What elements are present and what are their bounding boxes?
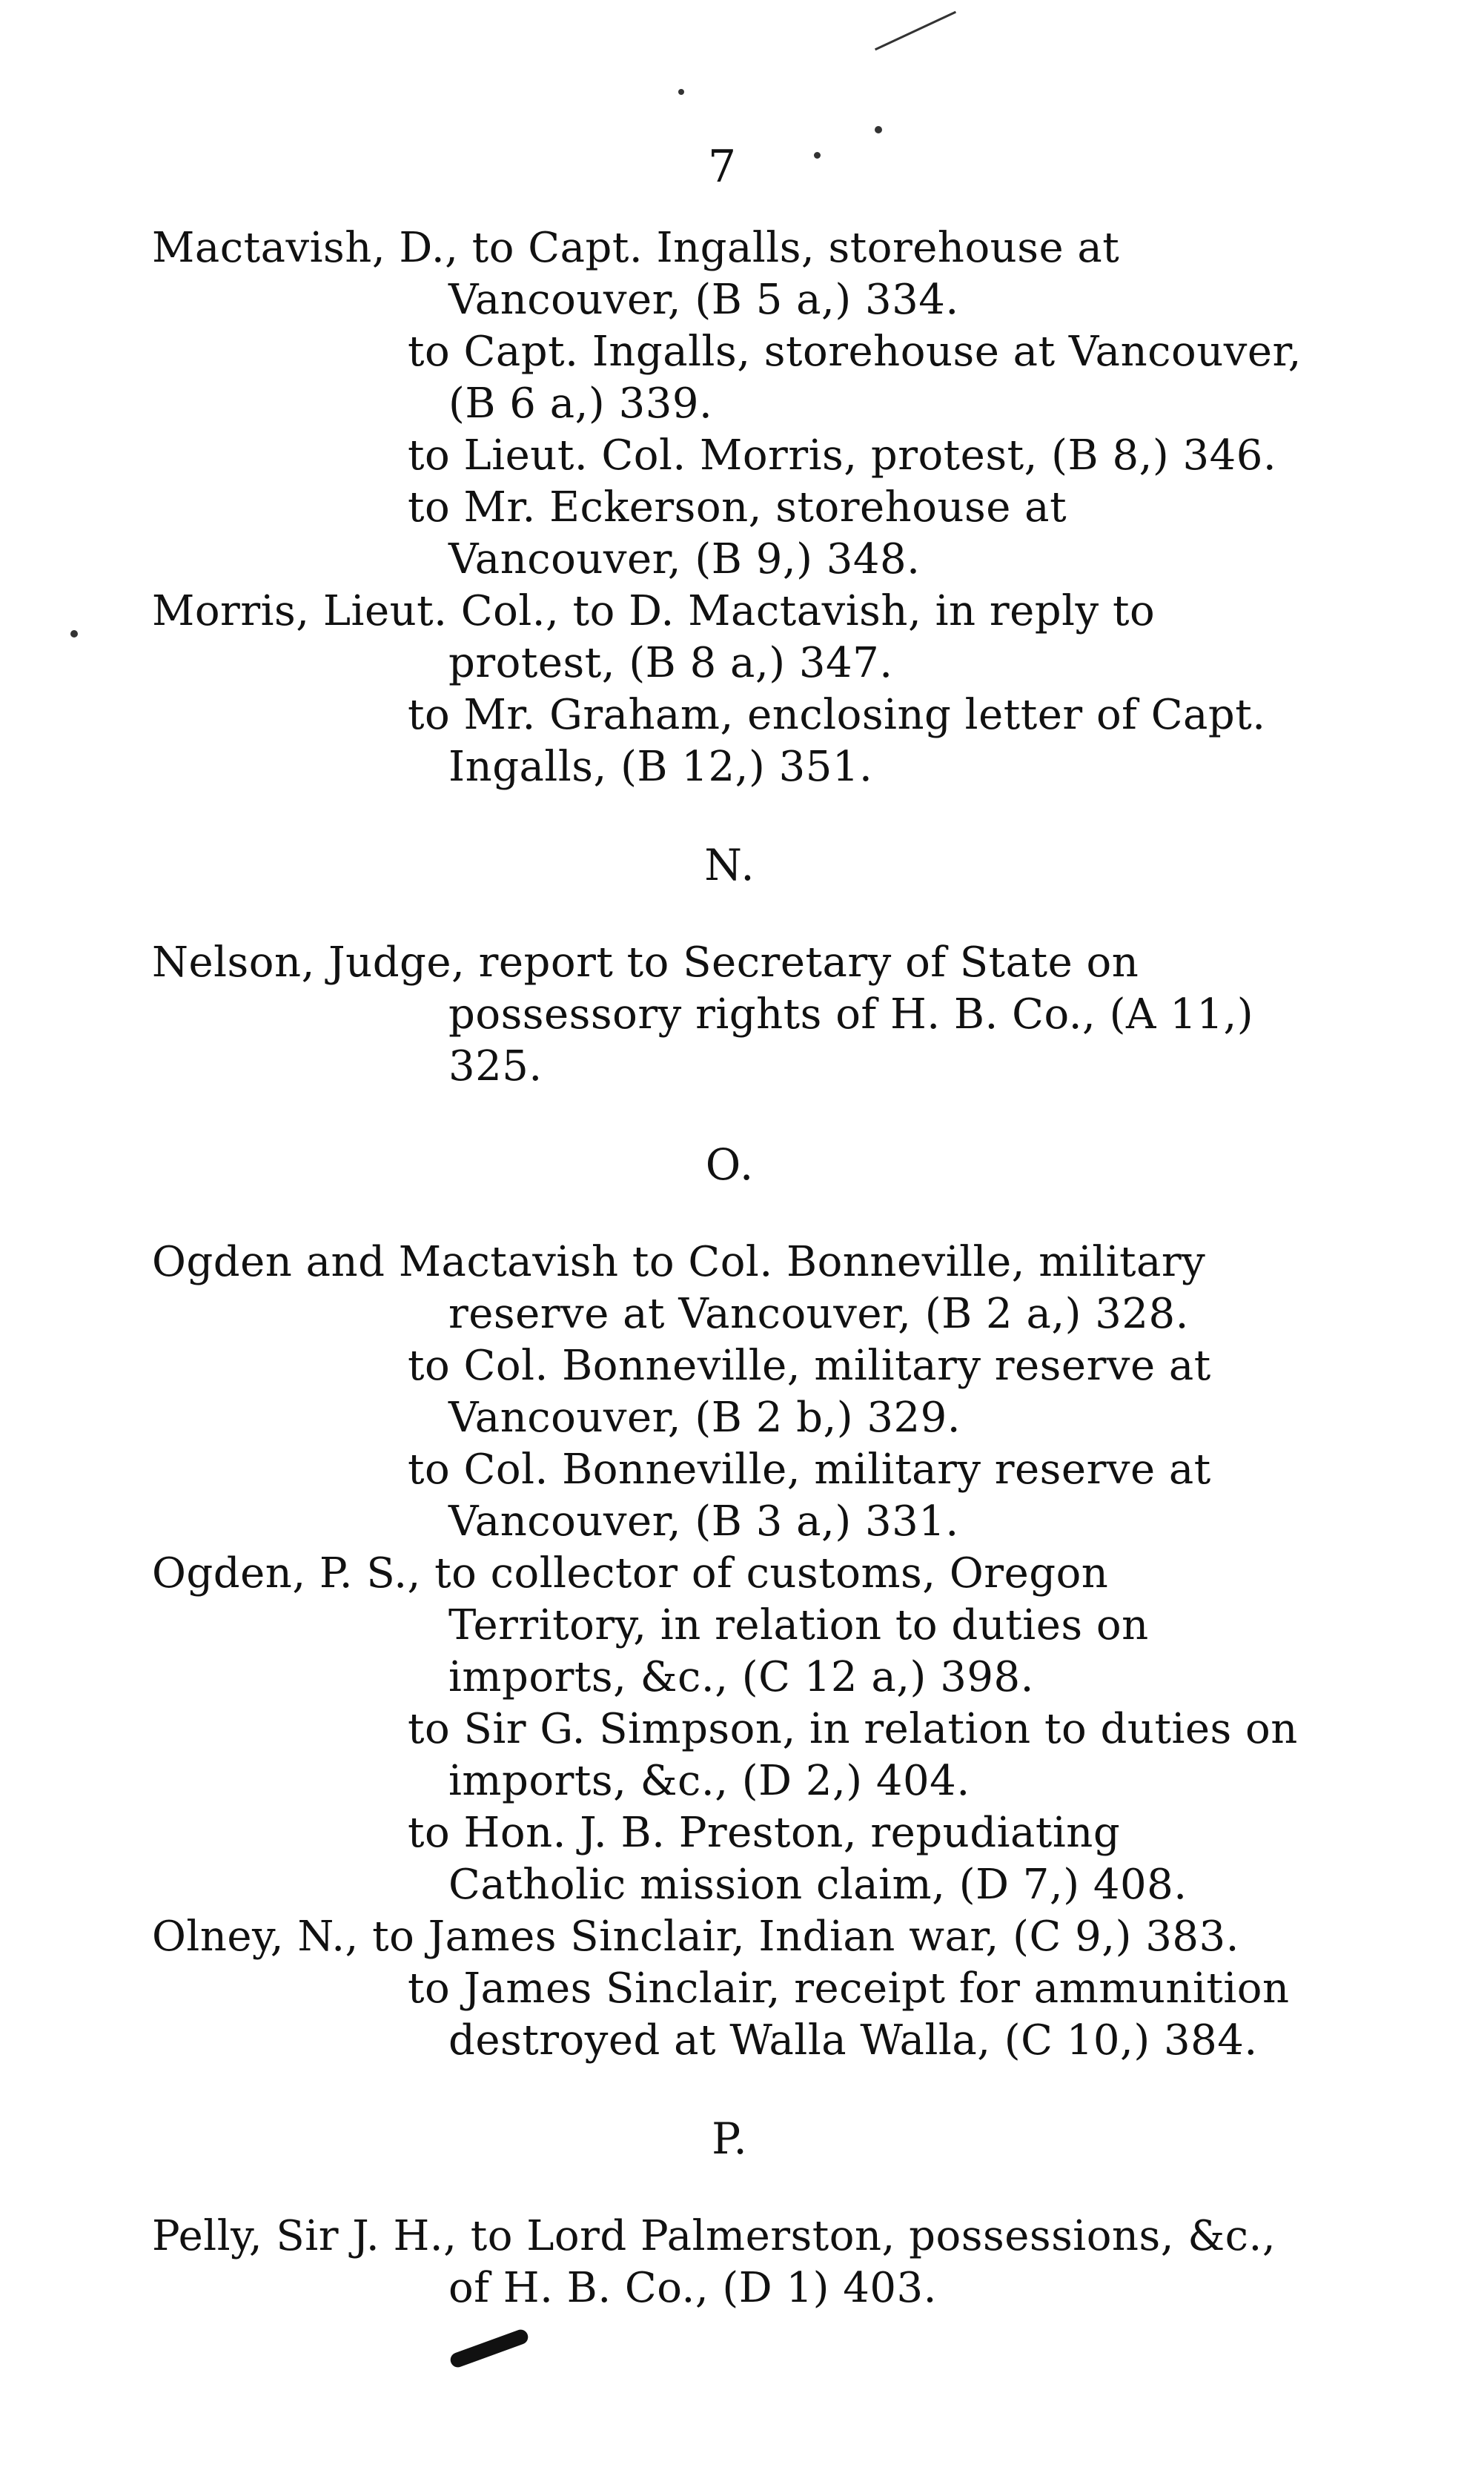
index-entry: Pelly, Sir J. H., to Lord Palmerston, possessions, &c., of H. B. Co., (D 1) 403. bbox=[152, 2212, 1276, 2312]
index-entry: Ogden and Mactavish to Col. Bonneville, military reserve at Vancouver, (B 2 a,) 328. bbox=[152, 1238, 1206, 1338]
ink-stroke-mark bbox=[448, 2328, 530, 2369]
section-letter-heading: P. bbox=[712, 2113, 749, 2164]
pen-stroke-mark bbox=[875, 11, 956, 50]
index-entry: Olney, N., to James Sinclair, Indian war, (C 9,) 383. bbox=[152, 1913, 1239, 1961]
index-subentry: to Lieut. Col. Morris, protest, (B 8,) 346. bbox=[408, 431, 1277, 480]
index-subentry: to Mr. Graham, enclosing letter of Capt. Ingalls, (B 12,) 351. bbox=[408, 691, 1266, 791]
section-letter-heading: O. bbox=[705, 1139, 755, 1190]
ink-speck bbox=[814, 152, 821, 159]
page-number: 7 bbox=[708, 141, 737, 193]
index-subentry: to Mr. Eckerson, storehouse at Vancouver, (B 9,) 348. bbox=[408, 483, 1067, 583]
index-entry: Mactavish, D., to Capt. Ingalls, storehouse at Vancouver, (B 5 a,) 334. bbox=[152, 224, 1120, 324]
section-letter-heading: N. bbox=[704, 840, 756, 890]
index-entry: Ogden, P. S., to collector of customs, Oregon Territory, in relation to duties on imports, &c., (C 12 a,) 398. bbox=[152, 1549, 1149, 1701]
ink-speck bbox=[875, 126, 882, 133]
ink-speck bbox=[678, 89, 684, 95]
index-subentry: to Capt. Ingalls, storehouse at Vancouver, (B 6 a,) 339. bbox=[408, 328, 1302, 428]
ink-speck bbox=[70, 630, 78, 638]
index-entry: Nelson, Judge, report to Secretary of State on possessory rights of H. B. Co., (A 11,) 325. bbox=[152, 938, 1254, 1090]
index-subentry: to Hon. J. B. Preston, repudiating Catholic mission claim, (D 7,) 408. bbox=[408, 1809, 1187, 1909]
index-subentry: to Col. Bonneville, military reserve at Vancouver, (B 3 a,) 331. bbox=[408, 1446, 1211, 1546]
index-subentry: to Sir G. Simpson, in relation to duties on imports, &c., (D 2,) 404. bbox=[408, 1705, 1298, 1805]
index-entry: Morris, Lieut. Col., to D. Mactavish, in reply to protest, (B 8 a,) 347. bbox=[152, 587, 1156, 687]
index-subentry: to James Sinclair, receipt for ammunition destroyed at Walla Walla, (C 10,) 384. bbox=[408, 1964, 1290, 2065]
index-column bbox=[152, 222, 1308, 2314]
index-subentry: to Col. Bonneville, military reserve at Vancouver, (B 2 b,) 329. bbox=[408, 1342, 1211, 1442]
